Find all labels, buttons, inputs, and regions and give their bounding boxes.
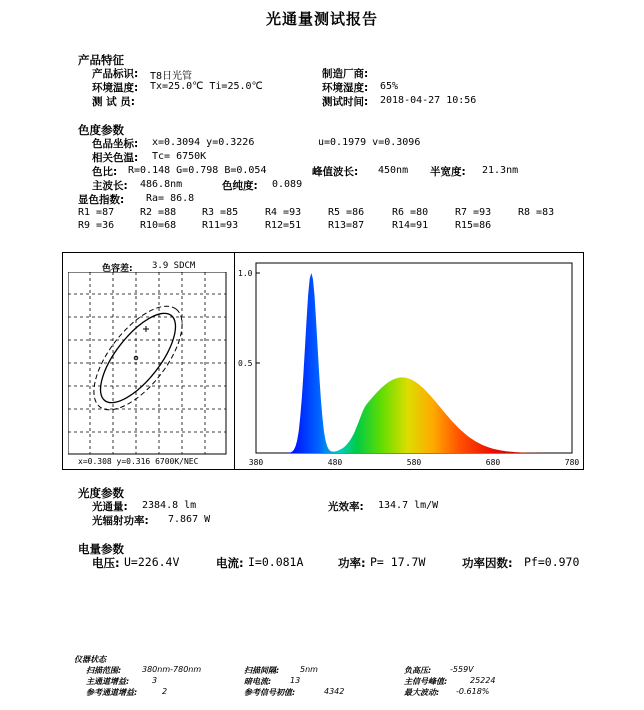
x-tick-label: 380 — [248, 458, 264, 467]
ri-value: R10=68 — [140, 220, 177, 231]
ri-value: R2 =88 — [140, 207, 177, 218]
color-purity-value: 0.089 — [272, 179, 303, 190]
voltage-label: 电压: — [92, 556, 120, 570]
cct-value: Tc= 6750K — [152, 151, 207, 162]
ref-init-value: 4342 — [324, 687, 345, 696]
x-tick-label: 580 — [406, 458, 422, 467]
color-purity-label: 色纯度: — [222, 180, 258, 192]
max-fluct-label: 最大波动: — [404, 688, 440, 697]
scan-range-value: 380nm-780nm — [142, 665, 202, 674]
y-tick-label: 0.5 — [238, 359, 253, 368]
dominant-wavelength-value: 486.8nm — [140, 179, 183, 190]
target-marker — [143, 326, 149, 332]
efficacy-label: 光效率: — [328, 501, 364, 513]
ri-value: R6 =80 — [392, 207, 429, 218]
max-fluct-value: -0.618% — [456, 687, 490, 696]
ri-value: R4 =93 — [265, 207, 302, 218]
ri-value: R5 =86 — [328, 207, 365, 218]
ri-value: R13=87 — [328, 220, 365, 231]
ri-value: R3 =85 — [202, 207, 239, 218]
product-id-label: 产品标识: — [92, 68, 139, 80]
main-channel-value: 3 — [152, 676, 158, 685]
cri-value: Ra= 86.8 — [146, 193, 195, 204]
flux-label: 光通量: — [92, 501, 128, 513]
peak-wavelength-value: 450nm — [378, 165, 409, 176]
main-channel-label: 主通道增益: — [86, 677, 130, 686]
color-heading: 色度参数 — [78, 123, 124, 137]
photometric-heading: 光度参数 — [78, 486, 124, 500]
power-factor-label: 功率因数: — [462, 556, 513, 570]
tester-label: 测 试 员: — [92, 96, 136, 108]
current-label: 电流: — [216, 556, 244, 570]
main-peak-value: 25224 — [470, 676, 496, 685]
power-factor-value: Pf=0.970 — [524, 555, 580, 569]
ri-value: R14=91 — [392, 220, 429, 231]
maker-label: 制造厂商: — [322, 68, 369, 80]
instrument-heading: 仪器状态 — [74, 655, 106, 664]
current-value: I=0.081A — [248, 555, 304, 569]
dark-current-label: 暗电流: — [244, 677, 272, 686]
ri-value: R9 =36 — [78, 220, 115, 231]
cri-label: 显色指数: — [78, 194, 125, 206]
ref-channel-value: 2 — [162, 687, 168, 696]
sdcm-ellipse-plot — [68, 272, 228, 456]
radiant-power-label: 光辐射功率: — [92, 515, 149, 527]
peak-wavelength-label: 峰值波长: — [312, 166, 359, 178]
product-id-value: T8日光管 — [150, 71, 193, 82]
neg-high-label: 负高压: — [404, 666, 432, 675]
ri-value: R7 =93 — [455, 207, 492, 218]
electrical-heading: 电量参数 — [78, 542, 124, 556]
x-tick-label: 480 — [327, 458, 343, 467]
color-ratio-label: 色比: — [92, 166, 118, 178]
spectrum-area — [256, 273, 572, 453]
env-temp-value: Tx=25.0℃ Ti=25.0℃ — [150, 81, 263, 92]
dark-current-value: 13 — [290, 676, 301, 685]
scan-range-label: 扫描范围: — [86, 666, 122, 675]
main-peak-label: 主信号峰值: — [404, 677, 448, 686]
efficacy-value: 134.7 lm/W — [378, 500, 439, 511]
chroma-coord-value: x=0.3094 y=0.3226 — [152, 137, 255, 148]
dominant-wavelength-label: 主波长: — [92, 180, 128, 192]
sdcm-value: 3.9 SDCM — [152, 261, 196, 271]
voltage-value: U=226.4V — [124, 555, 180, 569]
fwhm-label: 半宽度: — [430, 166, 466, 178]
sdcm-footer: x=0.308 y=0.316 6700K/NEC — [78, 457, 199, 466]
ri-value: R11=93 — [202, 220, 239, 231]
ri-value: R12=51 — [265, 220, 302, 231]
ri-value: R15=86 — [455, 220, 492, 231]
test-time-value: 2018-04-27 10:56 — [380, 95, 477, 106]
product-heading: 产品特征 — [78, 53, 124, 67]
ri-value: R8 =83 — [518, 207, 555, 218]
chroma-coord-label: 色品坐标: — [92, 138, 139, 150]
y-tick-label: 1.0 — [238, 269, 253, 278]
test-time-label: 测试时间: — [322, 96, 369, 108]
power-value: P= 17.7W — [370, 555, 426, 569]
scan-step-value: 5nm — [300, 665, 318, 674]
sdcm-label: 色容差: — [102, 264, 133, 274]
scan-step-label: 扫描间隔: — [244, 666, 280, 675]
flux-value: 2384.8 lm — [142, 500, 197, 511]
spectrum-chart — [236, 253, 582, 469]
env-hum-label: 环境湿度: — [322, 82, 369, 94]
env-temp-label: 环境温度: — [92, 82, 139, 94]
x-tick-label: 780 — [564, 458, 580, 467]
neg-high-value: -559V — [450, 665, 474, 674]
report-title: 光通量测试报告 — [265, 10, 378, 28]
env-hum-value: 65% — [380, 81, 399, 92]
chart-divider — [234, 252, 235, 469]
radiant-power-value: 7.867 W — [168, 514, 211, 525]
ref-channel-label: 参考通道增益: — [86, 688, 138, 697]
ref-init-label: 参考信号初值: — [244, 688, 296, 697]
cct-label: 相关色温: — [92, 152, 139, 164]
power-label: 功率: — [338, 556, 366, 570]
fwhm-value: 21.3nm — [482, 165, 519, 176]
x-tick-label: 680 — [485, 458, 501, 467]
uv-coord-value: u=0.1979 v=0.3096 — [318, 137, 421, 148]
color-ratio-value: R=0.148 G=0.798 B=0.054 — [128, 165, 267, 176]
ri-value: R1 =87 — [78, 207, 115, 218]
